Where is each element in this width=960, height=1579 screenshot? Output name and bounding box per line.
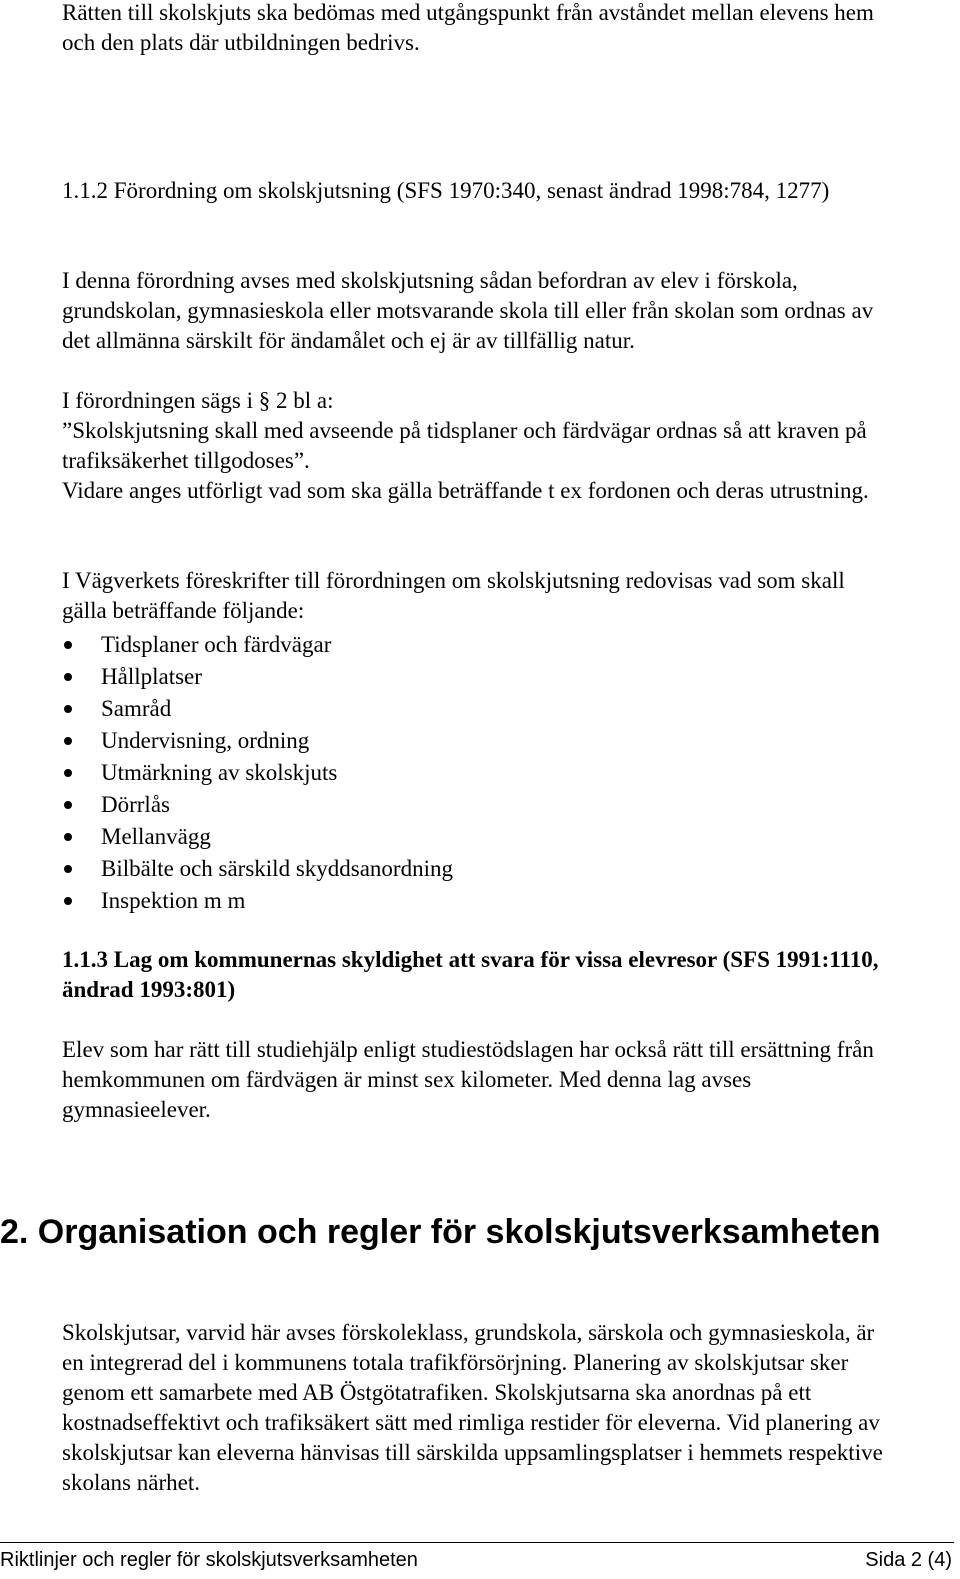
list-item-text: Bilbälte och särskild skyddsanordning xyxy=(101,856,453,881)
list-item xyxy=(62,885,453,917)
list-item-text: Samråd xyxy=(101,696,172,721)
section-2-heading: 2. Organisation och regler för skolskjutsverksamheten xyxy=(0,1213,881,1251)
list-item-text: Hållplatser xyxy=(101,664,202,689)
list-item xyxy=(62,661,453,693)
section-113-paragraph: Elev som har rätt till studiehjälp enligt studiestödslagen har också rätt till ersättning från hemkommunen om färdvägen är minst sex kilometer. Med denna lag avses gymnasieelever. xyxy=(62,1037,874,1122)
list-item xyxy=(62,853,453,885)
list-item-text: Inspektion m m xyxy=(101,888,246,913)
section-112-paragraph-2 xyxy=(62,386,892,416)
bullet-icon xyxy=(64,897,72,905)
section-112-paragraph-4: I Vägverkets föreskrifter till förordningen om skolskjutsning redovisas vad som skall gälla beträffande följande: xyxy=(62,568,845,623)
list-item xyxy=(62,757,453,789)
bullet-icon xyxy=(64,737,72,745)
list-item xyxy=(62,725,453,757)
intro-paragraph: Rätten till skolskjuts ska bedömas med utgångspunkt från avståndet mellan elevens hem och den plats där utbildningen bedrivs. xyxy=(62,0,874,55)
footer-document-title: Riktlinjer och regler för skolskjutsverksamheten xyxy=(0,1549,418,1571)
bullet-icon xyxy=(64,801,72,809)
list-item-text: Undervisning, ordning xyxy=(101,728,310,753)
section-113-heading: 1.1.3 Lag om kommunernas skyldighet att svara för vissa elevresor (SFS 1991:1110, ändrad 1993:801) xyxy=(62,947,879,1002)
bullet-icon xyxy=(64,865,72,873)
section-2-paragraph: Skolskjutsar, varvid här avses förskoleklass, grundskola, särskola och gymnasieskola, är en integrerad del i kommunens totala trafikförsörjning. Planering av skolskjutsar sker genom ett samarbete med AB Östgötatrafiken. Skolskjutsarna ska anordnas på ett kostnadseffektivt och trafiksäkert sätt med rimliga restider för eleverna. Vid planering av skolskjutsar kan eleverna hänvisas till särskilda uppsamlingsplatser i hemmets respektive skolans närhet. xyxy=(62,1320,883,1495)
bullet-icon xyxy=(64,641,72,649)
list-item xyxy=(62,821,453,853)
list-item xyxy=(62,789,453,821)
list-item-text: Dörrlås xyxy=(101,792,170,817)
footer-page-number: Sida 2 (4) xyxy=(865,1549,952,1571)
paragraph-2-tail: 2 bl a: xyxy=(270,388,334,413)
list-item-text: Utmärkning av skolskjuts xyxy=(101,760,338,785)
section-112-quote: ”Skolskjutsning skall med avseende på tidsplaner och färdvägar ordnas så att kraven på trafiksäkerhet tillgodoses”. xyxy=(62,418,867,473)
list-item xyxy=(62,629,453,661)
bullet-icon xyxy=(64,769,72,777)
section-112-paragraph-1: I denna förordning avses med skolskjutsning sådan befordran av elev i förskola, grundskolan, gymnasieskola eller motsvarande skola till eller från skolan som ordnas av det allmänna särskilt för ändamålet och ej är av tillfällig natur. xyxy=(62,268,874,353)
section-112-heading: 1.1.2 Förordning om skolskjutsning (SFS 1970:340, senast ändrad 1998:784, 1277) xyxy=(62,178,830,203)
bullet-icon xyxy=(64,705,72,713)
list-item-text: Mellanvägg xyxy=(101,824,211,849)
section-112-paragraph-3: Vidare anges utförligt vad som ska gälla beträffande t ex fordonen och deras utrustning. xyxy=(62,478,869,503)
requirements-bullet-list xyxy=(62,629,453,917)
list-item-text: Tidsplaner och färdvägar xyxy=(101,632,332,657)
bullet-icon xyxy=(64,673,72,681)
bullet-icon xyxy=(64,833,72,841)
paragraph-2-lead: I förordningen sägs i xyxy=(62,388,259,413)
list-item xyxy=(62,693,453,725)
page-footer xyxy=(0,1542,954,1571)
section-symbol: § xyxy=(258,388,271,413)
